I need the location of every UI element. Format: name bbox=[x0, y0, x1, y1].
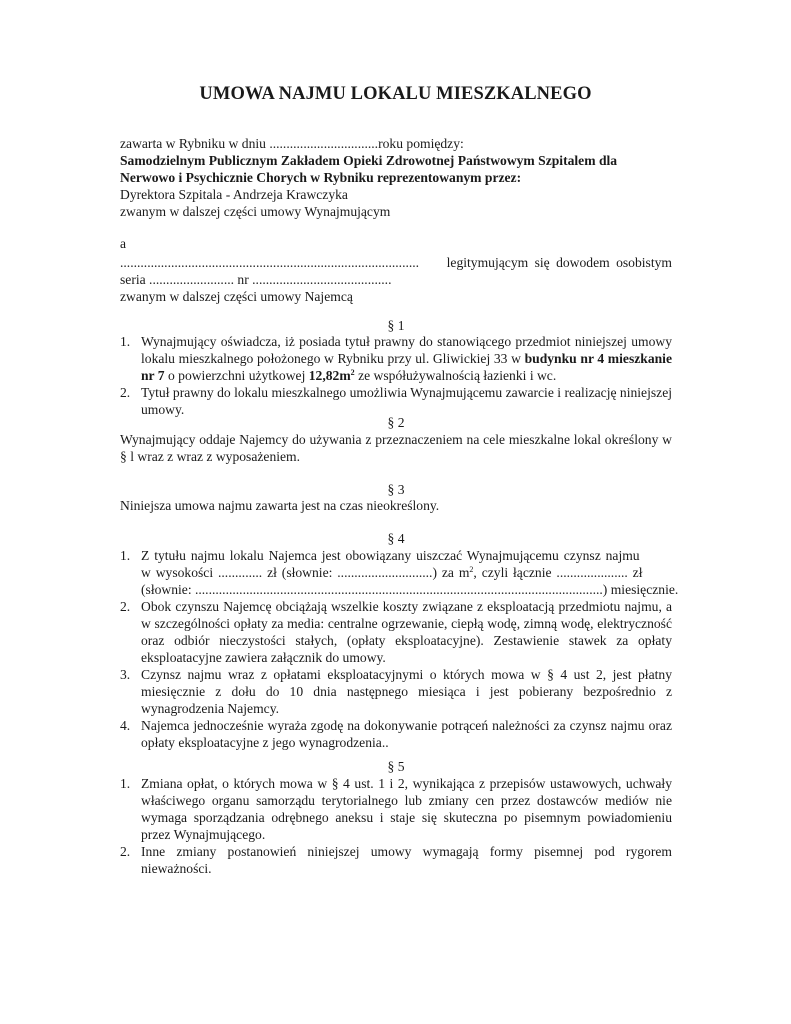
list-item bbox=[120, 384, 672, 418]
document-title: UMOWA NAJMU LOKALU MIESZKALNEGO bbox=[199, 84, 592, 104]
section-4-body bbox=[120, 547, 679, 751]
tenant-id-text: legitymującym się dowodem osobistym bbox=[446, 255, 672, 270]
intro-date-line: zawarta w Rybniku w dniu ................................roku pomiędzy: bbox=[120, 136, 464, 151]
section-4-heading: § 4 bbox=[387, 531, 405, 546]
clause-text: Tytuł prawny do lokalu mieszkalnego umożliwia Wynajmującemu zawarcie i realizację niniejszej umowy. bbox=[141, 385, 672, 417]
section-2-heading: § 2 bbox=[387, 415, 405, 430]
area-superscript: 2 bbox=[350, 368, 355, 377]
section-1-body bbox=[120, 333, 672, 418]
section-2-body: Wynajmujący oddaje Najemcy do używania z przeznaczeniem na cele mieszkalne lokal określony w § l wraz z wraz z wyposażeniem. bbox=[120, 432, 672, 464]
list-number: 2. bbox=[120, 844, 131, 859]
clause-text: w wysokości ............. zł (słownie: ............................) za m bbox=[141, 565, 470, 580]
tenant-alias-line: zwanym w dalszej części umowy Najemcą bbox=[120, 289, 353, 304]
list-number: 4. bbox=[120, 718, 131, 733]
clause-text: Z tytułu najmu lokalu Najemca jest obowiązany uiszczać Wynajmującemu czynsz najmu bbox=[141, 548, 640, 563]
section-5-body bbox=[120, 775, 672, 877]
list-number: 1. bbox=[120, 776, 131, 791]
list-item bbox=[120, 666, 672, 717]
tenant-name-row bbox=[120, 254, 672, 271]
area-superscript: 2 bbox=[469, 565, 474, 574]
list-item bbox=[120, 775, 672, 843]
clause-text: Inne zmiany postanowień niniejszej umowy wymagają formy pisemnej pod rygorem nieważności. bbox=[141, 844, 672, 876]
list-item bbox=[120, 843, 672, 877]
clause-text: , czyli łącznie ..................... zł bbox=[473, 565, 643, 580]
clause-bold-text: budynku nr 4 mieszkanie nr 7 bbox=[141, 351, 672, 383]
list-number: 2. bbox=[120, 385, 131, 400]
section-3-heading: § 3 bbox=[387, 482, 405, 497]
list-item bbox=[120, 598, 672, 666]
director-line: Dyrektora Szpitala - Andrzeja Krawczyka bbox=[120, 187, 348, 202]
clause-text: Czynsz najmu wraz z opłatami eksploatacyjnymi o których mowa w § 4 ust 2, jest płatny miesięcznie z dołu do 10 dnia następnego miesiąca i jest pobierany bezpośrednio z wynagrodzenia Najemcy. bbox=[141, 667, 672, 716]
clause-text: Najemca jednocześnie wyraża zgodę na dokonywanie potrąceń należności za czynsz najmu oraz opłaty eksploatacyjne z jego wynagrodzenia.. bbox=[141, 718, 672, 750]
clause-text: ze współużywalnością łazienki i wc. bbox=[354, 368, 557, 383]
clause-text: Zmiana opłat, o których mowa w § 4 ust. 1 i 2, wynikająca z przepisów ustawowych, uchwały właściwego organu samorządu terytorialnego lub zmiany cen przez dostawców mediów nie wymaga sporządzania odrębnego aneksu i staje się skuteczna po pisemnym powiadomieniu przez Wynajmującego. bbox=[141, 776, 672, 842]
list-item bbox=[120, 547, 679, 598]
clause-text: Wynajmujący oświadcza, iż posiada tytuł prawny do stanowiącego przedmiot niniejszej umowy lokalu mieszkalnego położonego w Rybniku przy ul. Gliwickiej 33 w bbox=[141, 334, 672, 366]
clause-text: Obok czynszu Najemcę obciążają wszelkie koszty związane z eksploatacją przedmiotu najmu, a w szczególności opłaty za media: centralne ogrzewanie, ciepłą wodę, zimną wodę, elektryczność oraz odbiór nieczystości stałych, (opłaty eksploatacyjne). Zestawienie stawek za opłaty eksploatacyjne zawiera załącznik do umowy. bbox=[141, 599, 672, 665]
rent-amount-line bbox=[141, 564, 672, 581]
intro-block bbox=[120, 135, 672, 220]
tenant-id-series-line: seria ......................... nr ......................................... bbox=[120, 272, 392, 287]
list-item bbox=[120, 717, 672, 751]
section-5-heading: § 5 bbox=[387, 759, 405, 774]
list-number: 1. bbox=[120, 334, 131, 349]
rent-words-line: (słownie: ........................................................................................................................) miesięcznie. bbox=[141, 582, 679, 597]
landlord-name-line-2: Nerwowo i Psychicznie Chorych w Rybniku reprezentowanym przez: bbox=[120, 170, 522, 185]
clause-text: o powierzchni użytkowej bbox=[164, 368, 309, 383]
conjunction-a: a bbox=[120, 236, 127, 251]
section-1-heading: § 1 bbox=[387, 318, 405, 333]
list-number: 1. bbox=[120, 548, 131, 563]
tenant-name-blank: ........................................................................................ bbox=[120, 255, 420, 270]
list-number: 3. bbox=[120, 667, 131, 682]
landlord-alias-line: zwanym w dalszej części umowy Wynajmującym bbox=[120, 204, 391, 219]
list-item bbox=[120, 333, 672, 384]
list-number: 2. bbox=[120, 599, 131, 614]
tenant-block bbox=[120, 235, 672, 305]
section-3-body: Niniejsza umowa najmu zawarta jest na czas nieokreślony. bbox=[120, 498, 440, 513]
area-value: 12,82m bbox=[308, 368, 351, 383]
landlord-name-line-1: Samodzielnym Publicznym Zakładem Opieki Zdrowotnej Państwowym Szpitalem dla bbox=[120, 153, 618, 168]
